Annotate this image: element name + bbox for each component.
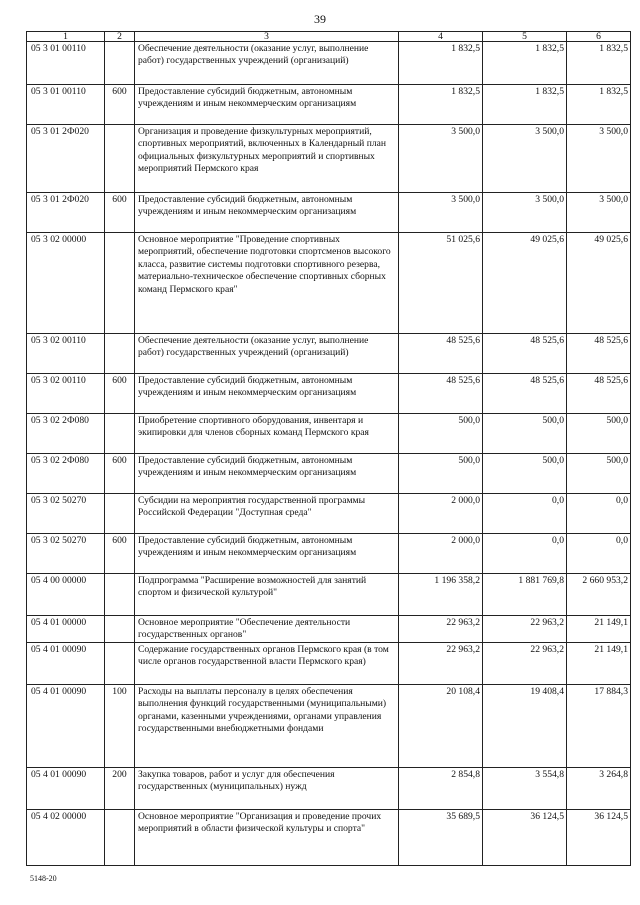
table-row <box>27 642 631 684</box>
amount-year2-cell: 22 963,2 <box>483 616 567 643</box>
expense-type-cell <box>105 334 135 374</box>
table-row <box>27 334 631 374</box>
item-name-cell: Субсидии на мероприятия государственной программы Российской Федерации "Доступная среда" <box>135 494 399 534</box>
amount-year1-cell: 51 025,6 <box>399 233 483 334</box>
budget-code-cell: 05 3 02 00000 <box>27 233 105 334</box>
amount-year2-cell: 49 025,6 <box>483 233 567 334</box>
amount-year1-cell: 3 500,0 <box>399 193 483 233</box>
expense-type-cell: 600 <box>105 534 135 574</box>
item-name-cell: Предоставление субсидий бюджетным, автономным учреждениям и иным некоммерческим организациям <box>135 374 399 414</box>
header-cell: 5 <box>483 32 567 42</box>
expense-type-cell <box>105 494 135 534</box>
amount-year1-cell: 48 525,6 <box>399 334 483 374</box>
table-row <box>27 42 631 85</box>
expense-type-cell: 100 <box>105 684 135 767</box>
budget-code-cell: 05 3 02 00110 <box>27 334 105 374</box>
item-name-cell: Расходы на выплаты персоналу в целях обеспечения выполнения функций государственными (муниципальными) органами, казенными учреждениями, органами управления государственными внебюджетными фондами <box>135 684 399 767</box>
item-name-cell: Организация и проведение физкультурных мероприятий, спортивных мероприятий, включенных в Календарный план официальных физкультурных мероприятий и спортивных мероприятий Пермского края <box>135 125 399 193</box>
amount-year1-cell: 1 832,5 <box>399 42 483 85</box>
amount-year1-cell: 500,0 <box>399 414 483 454</box>
expense-type-cell <box>105 42 135 85</box>
amount-year1-cell: 48 525,6 <box>399 374 483 414</box>
amount-year2-cell: 500,0 <box>483 414 567 454</box>
budget-code-cell: 05 3 01 2Ф020 <box>27 125 105 193</box>
budget-code-cell: 05 3 02 2Ф080 <box>27 454 105 494</box>
expense-type-cell <box>105 616 135 643</box>
table-row <box>27 767 631 809</box>
amount-year1-cell: 3 500,0 <box>399 125 483 193</box>
amount-year1-cell: 2 000,0 <box>399 494 483 534</box>
header-cell: 6 <box>567 32 631 42</box>
expense-type-cell <box>105 809 135 865</box>
item-name-cell: Основное мероприятие "Обеспечение деятельности государственных органов" <box>135 616 399 643</box>
expense-type-cell: 600 <box>105 454 135 494</box>
page-number: 39 <box>314 12 326 26</box>
budget-code-cell: 05 4 02 00000 <box>27 809 105 865</box>
table-row <box>27 85 631 125</box>
document-code: 5148-20 <box>30 874 57 883</box>
item-name-cell: Предоставление субсидий бюджетным, автономным учреждениям и иным некоммерческим организациям <box>135 454 399 494</box>
header-cell: 2 <box>105 32 135 42</box>
amount-year2-cell: 500,0 <box>483 454 567 494</box>
table-row <box>27 534 631 574</box>
expense-type-cell <box>105 414 135 454</box>
item-name-cell: Приобретение спортивного оборудования, инвентаря и экипировки для членов сборных команд Пермского края <box>135 414 399 454</box>
expense-type-cell <box>105 642 135 684</box>
table-row <box>27 374 631 414</box>
item-name-cell: Предоставление субсидий бюджетным, автономным учреждениям и иным некоммерческим организациям <box>135 193 399 233</box>
expense-type-cell <box>105 125 135 193</box>
amount-year2-cell: 48 525,6 <box>483 334 567 374</box>
amount-year3-cell: 0,0 <box>567 494 631 534</box>
budget-table <box>26 31 631 866</box>
amount-year2-cell: 1 881 769,8 <box>483 574 567 616</box>
expense-type-cell <box>105 233 135 334</box>
table-row <box>27 616 631 643</box>
table-row <box>27 193 631 233</box>
table-row <box>27 125 631 193</box>
table-row <box>27 684 631 767</box>
expense-type-cell: 600 <box>105 85 135 125</box>
item-name-cell: Подпрограмма "Расширение возможностей для занятий спортом и физической культурой" <box>135 574 399 616</box>
budget-code-cell: 05 4 01 00090 <box>27 767 105 809</box>
table-row <box>27 574 631 616</box>
amount-year2-cell: 0,0 <box>483 494 567 534</box>
amount-year3-cell: 48 525,6 <box>567 334 631 374</box>
amount-year1-cell: 500,0 <box>399 454 483 494</box>
amount-year1-cell: 35 689,5 <box>399 809 483 865</box>
amount-year3-cell: 49 025,6 <box>567 233 631 334</box>
amount-year1-cell: 1 196 358,2 <box>399 574 483 616</box>
budget-code-cell: 05 3 02 00110 <box>27 374 105 414</box>
amount-year3-cell: 500,0 <box>567 454 631 494</box>
item-name-cell: Обеспечение деятельности (оказание услуг, выполнение работ) государственных учреждений (организаций) <box>135 334 399 374</box>
item-name-cell: Предоставление субсидий бюджетным, автономным учреждениям и иным некоммерческим организациям <box>135 85 399 125</box>
budget-code-cell: 05 3 01 00110 <box>27 85 105 125</box>
expense-type-cell: 600 <box>105 193 135 233</box>
item-name-cell: Основное мероприятие "Организация и проведение прочих мероприятий в области физической культуры и спорта" <box>135 809 399 865</box>
amount-year3-cell: 0,0 <box>567 534 631 574</box>
amount-year1-cell: 2 000,0 <box>399 534 483 574</box>
amount-year2-cell: 36 124,5 <box>483 809 567 865</box>
table-row <box>27 454 631 494</box>
amount-year1-cell: 22 963,2 <box>399 642 483 684</box>
amount-year2-cell: 3 554,8 <box>483 767 567 809</box>
budget-code-cell: 05 4 00 00000 <box>27 574 105 616</box>
header-cell: 1 <box>27 32 105 42</box>
amount-year3-cell: 3 500,0 <box>567 125 631 193</box>
budget-code-cell: 05 4 01 00090 <box>27 684 105 767</box>
amount-year3-cell: 21 149,1 <box>567 616 631 643</box>
budget-code-cell: 05 3 01 2Ф020 <box>27 193 105 233</box>
item-name-cell: Основное мероприятие "Проведение спортивных мероприятий, обеспечение подготовки спортсменов высокого класса, развитие системы подготовки спортивного резерва, материально-техническое обеспечение спортивных сборных команд Пермского края" <box>135 233 399 334</box>
amount-year2-cell: 1 832,5 <box>483 42 567 85</box>
amount-year1-cell: 2 854,8 <box>399 767 483 809</box>
table-header-row <box>27 32 631 42</box>
amount-year1-cell: 1 832,5 <box>399 85 483 125</box>
amount-year3-cell: 21 149,1 <box>567 642 631 684</box>
amount-year1-cell: 20 108,4 <box>399 684 483 767</box>
amount-year2-cell: 3 500,0 <box>483 193 567 233</box>
header-cell: 3 <box>135 32 399 42</box>
table-body <box>27 32 631 866</box>
table-row <box>27 233 631 334</box>
budget-code-cell: 05 3 02 50270 <box>27 534 105 574</box>
amount-year3-cell: 1 832,5 <box>567 42 631 85</box>
budget-code-cell: 05 3 02 50270 <box>27 494 105 534</box>
amount-year3-cell: 3 264,8 <box>567 767 631 809</box>
amount-year1-cell: 22 963,2 <box>399 616 483 643</box>
amount-year3-cell: 1 832,5 <box>567 85 631 125</box>
table-row <box>27 494 631 534</box>
expense-type-cell <box>105 574 135 616</box>
expense-type-cell: 200 <box>105 767 135 809</box>
budget-code-cell: 05 3 01 00110 <box>27 42 105 85</box>
item-name-cell: Содержание государственных органов Пермского края (в том числе органов государственной власти Пермского края) <box>135 642 399 684</box>
expense-type-cell: 600 <box>105 374 135 414</box>
table-row <box>27 414 631 454</box>
amount-year3-cell: 36 124,5 <box>567 809 631 865</box>
amount-year3-cell: 17 884,3 <box>567 684 631 767</box>
amount-year2-cell: 1 832,5 <box>483 85 567 125</box>
amount-year3-cell: 500,0 <box>567 414 631 454</box>
amount-year3-cell: 48 525,6 <box>567 374 631 414</box>
budget-code-cell: 05 3 02 2Ф080 <box>27 414 105 454</box>
amount-year3-cell: 3 500,0 <box>567 193 631 233</box>
amount-year2-cell: 3 500,0 <box>483 125 567 193</box>
budget-code-cell: 05 4 01 00090 <box>27 642 105 684</box>
item-name-cell: Предоставление субсидий бюджетным, автономным учреждениям и иным некоммерческим организациям <box>135 534 399 574</box>
table-row <box>27 809 631 865</box>
amount-year2-cell: 48 525,6 <box>483 374 567 414</box>
amount-year2-cell: 22 963,2 <box>483 642 567 684</box>
amount-year2-cell: 19 408,4 <box>483 684 567 767</box>
amount-year3-cell: 2 660 953,2 <box>567 574 631 616</box>
amount-year2-cell: 0,0 <box>483 534 567 574</box>
header-cell: 4 <box>399 32 483 42</box>
budget-code-cell: 05 4 01 00000 <box>27 616 105 643</box>
item-name-cell: Закупка товаров, работ и услуг для обеспечения государственных (муниципальных) нужд <box>135 767 399 809</box>
item-name-cell: Обеспечение деятельности (оказание услуг, выполнение работ) государственных учреждений (организаций) <box>135 42 399 85</box>
